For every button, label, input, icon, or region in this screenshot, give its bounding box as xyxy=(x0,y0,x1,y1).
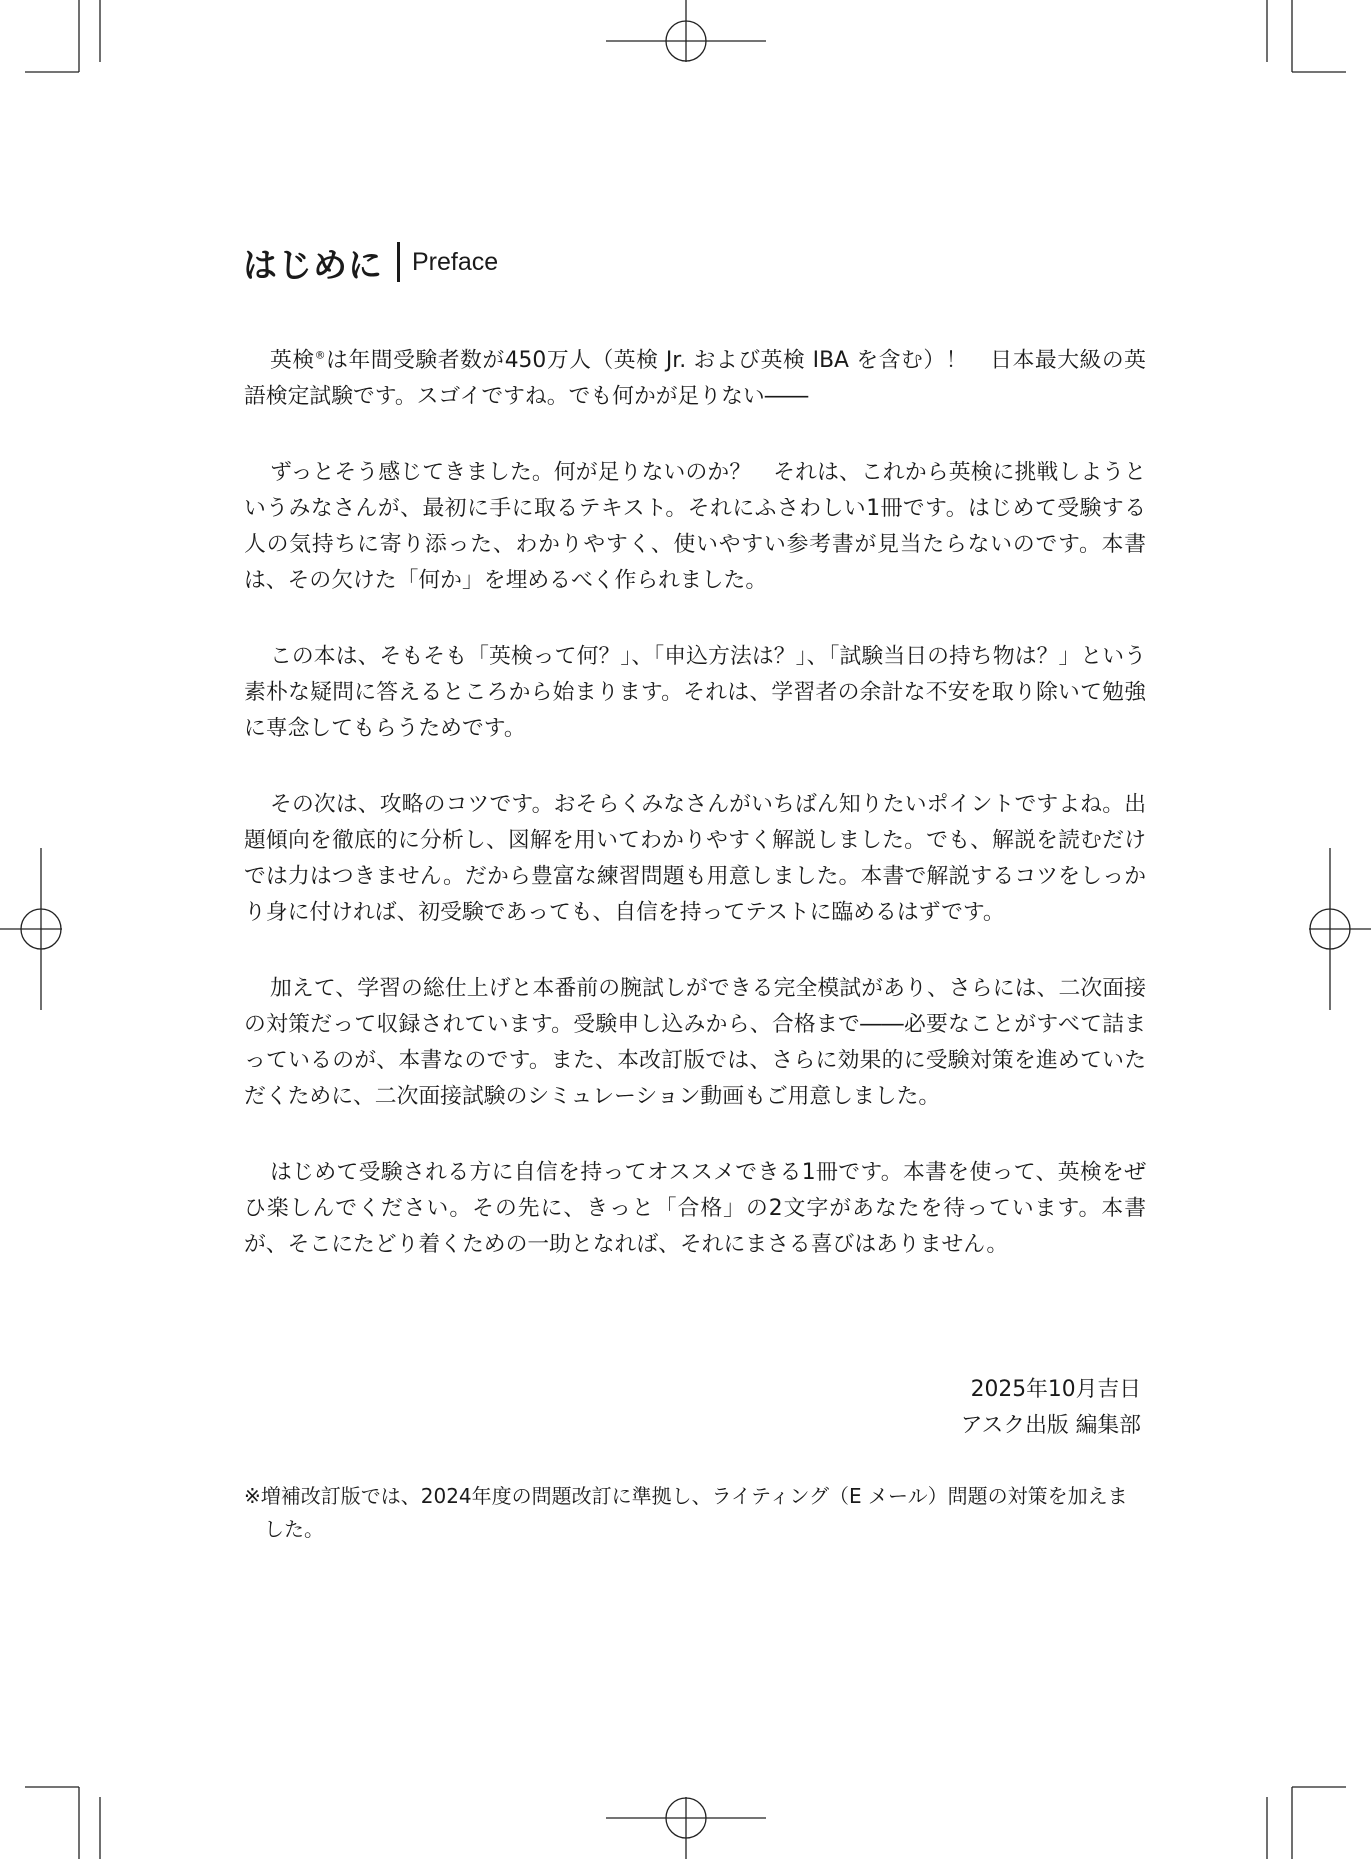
heading-title-ja: はじめに xyxy=(243,245,383,286)
heading-divider xyxy=(397,242,400,282)
registered-mark: ® xyxy=(314,348,326,362)
signature-date: 2025年10月吉日 xyxy=(970,1377,1141,1402)
paragraph-6: はじめて受験される方に自信を持ってオススメできる1冊です。本書を使って、英検をぜひ楽しんでください。その先に、きっと「合格」の2文字があなたを待っています。本書が、そこにたどり着くための一助となれば、それにまさる喜びはありません。 xyxy=(244,1160,1146,1257)
paragraph-3: この本は、そもそも「英検って何？」、「申込方法は？」、「試験当日の持ち物は？」という素朴な疑問に答えるところから始まります。それは、学習者の余計な不安を取り除いて勉強に専念してもらうためです。 xyxy=(244,644,1146,741)
preface-body xyxy=(244,343,1146,1303)
paragraph-2: ずっとそう感じてきました。何が足りないのか？ それは、これから英検に挑戦しようというみなさんが、最初に手に取るテキスト。それにふさわしい1冊です。はじめて受験する人の気持ちに寄り添った、わかりやすく、使いやすい参考書が見当たらないのです。本書は、その欠けた「何か」を埋めるべく作られました。 xyxy=(244,460,1146,593)
paragraph-1 xyxy=(244,343,1146,415)
paragraph-4: その次は、攻略のコツです。おそらくみなさんがいちばん知りたいポイントですよね。出題傾向を徹底的に分析し、図解を用いてわかりやすく解説しました。でも、解説を読むだけでは力はつきません。だから豊富な練習問題も用意しました。本書で解説するコツをしっかり身に付ければ、初受験であっても、自信を持ってテストに臨めるはずです。 xyxy=(244,792,1146,925)
signature-author: アスク出版 編集部 xyxy=(960,1413,1141,1438)
heading-title-en: Preface xyxy=(412,247,499,276)
footnote: ※増補改訂版では、2024年度の問題改訂に準拠し、ライティング（E メール）問題の対策を加えました。 xyxy=(244,1484,1128,1541)
paragraph-5: 加えて、学習の総仕上げと本番前の腕試しができる完全模試があり、さらには、二次面接の対策だって収録されています。受験申し込みから、合格まで――必要なことがすべて詰まっているのが、本書なのです。また、本改訂版では、さらに効果的に受験対策を進めていただくために、二次面接試験のシミュレーション動画もご用意しました。 xyxy=(244,976,1146,1109)
paragraph-1-text: は年間受験者数が450万人（英検 Jr. および英検 IBA を含む）！ 日本最大級の英語検定試験です。スゴイですね。でも何かが足りない―― xyxy=(244,348,1146,409)
signature-block xyxy=(961,1372,1141,1444)
eiken-word: 英検 xyxy=(270,348,315,373)
page-heading xyxy=(243,237,498,287)
